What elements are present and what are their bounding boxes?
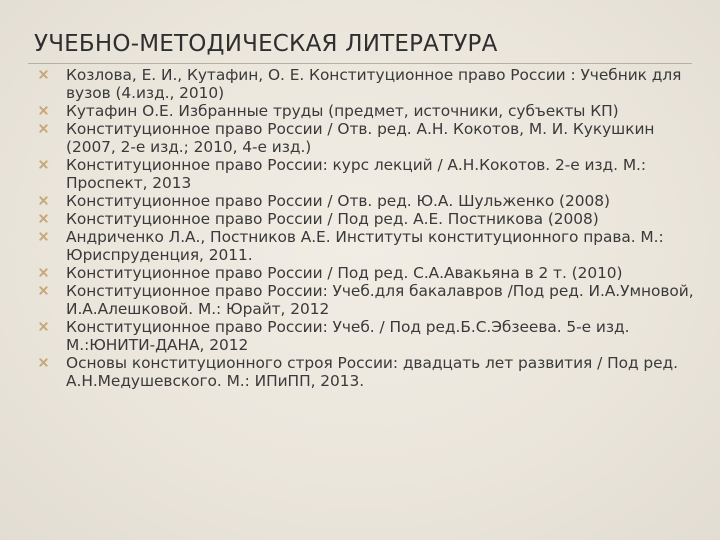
list-item (38, 282, 698, 318)
list-item-text: Андриченко Л.А., Постников А.Е. Институты конституционного права. М.: Юриспруденция, 2011. (66, 228, 664, 264)
list-item-text: Конституционное право России / Отв. ред. Ю.А. Шульженко (2008) (66, 192, 610, 210)
x-cross-bullet-icon (39, 106, 48, 115)
list-item-text: Конституционное право России / Под ред. А.Е. Постникова (2008) (66, 210, 599, 228)
list-item-text: Козлова, Е. И., Кутафин, О. Е. Конституционное право России : Учебник для вузов (4.изд., 2010) (66, 66, 682, 102)
list-item (38, 354, 698, 390)
list-item (38, 192, 698, 210)
list-item-text: Конституционное право России: курс лекций / А.Н.Кокотов. 2-е изд. М.: Проспект, 2013 (66, 156, 647, 192)
literature-list (38, 66, 698, 390)
x-cross-bullet-icon (39, 232, 48, 241)
x-cross-bullet-icon (39, 286, 48, 295)
list-item-text: Конституционное право России / Под ред. С.А.Авакьяна в 2 т. (2010) (66, 264, 623, 282)
list-item (38, 102, 698, 120)
slide-title: УЧЕБНО-МЕТОДИЧЕСКАЯ ЛИТЕРАТУРА (34, 31, 498, 57)
list-item-text: Основы конституционного строя России: двадцать лет развития / Под ред. А.Н.Медушевского. М.: ИПиПП, 2013. (66, 354, 678, 390)
list-item-text: Кутафин О.Е. Избранные труды (предмет, источники, субъекты КП) (66, 102, 619, 120)
list-item (38, 210, 698, 228)
x-cross-bullet-icon (39, 322, 48, 331)
list-item-text: Конституционное право России / Отв. ред. А.Н. Кокотов, М. И. Кукушкин (2007, 2-е изд.; 2010, 4-е изд.) (66, 120, 655, 156)
x-cross-bullet-icon (39, 160, 48, 169)
x-cross-bullet-icon (39, 268, 48, 277)
x-cross-bullet-icon (39, 70, 48, 79)
x-cross-bullet-icon (39, 214, 48, 223)
x-cross-bullet-icon (39, 196, 48, 205)
list-item-text: Конституционное право России: Учеб. / Под ред.Б.С.Эбзеева. 5-е изд. М.:ЮНИТИ-ДАНА, 2012 (66, 318, 630, 354)
list-item (38, 66, 698, 102)
title-divider (28, 63, 692, 64)
list-item (38, 120, 698, 156)
list-item (38, 228, 698, 264)
x-cross-bullet-icon (39, 358, 48, 367)
list-item (38, 264, 698, 282)
list-item (38, 318, 698, 354)
list-item (38, 156, 698, 192)
x-cross-bullet-icon (39, 124, 48, 133)
list-item-text: Конституционное право России: Учеб.для бакалавров /Под ред. И.А.Умновой, И.А.Алешковой. М.: Юрайт, 2012 (66, 282, 694, 318)
